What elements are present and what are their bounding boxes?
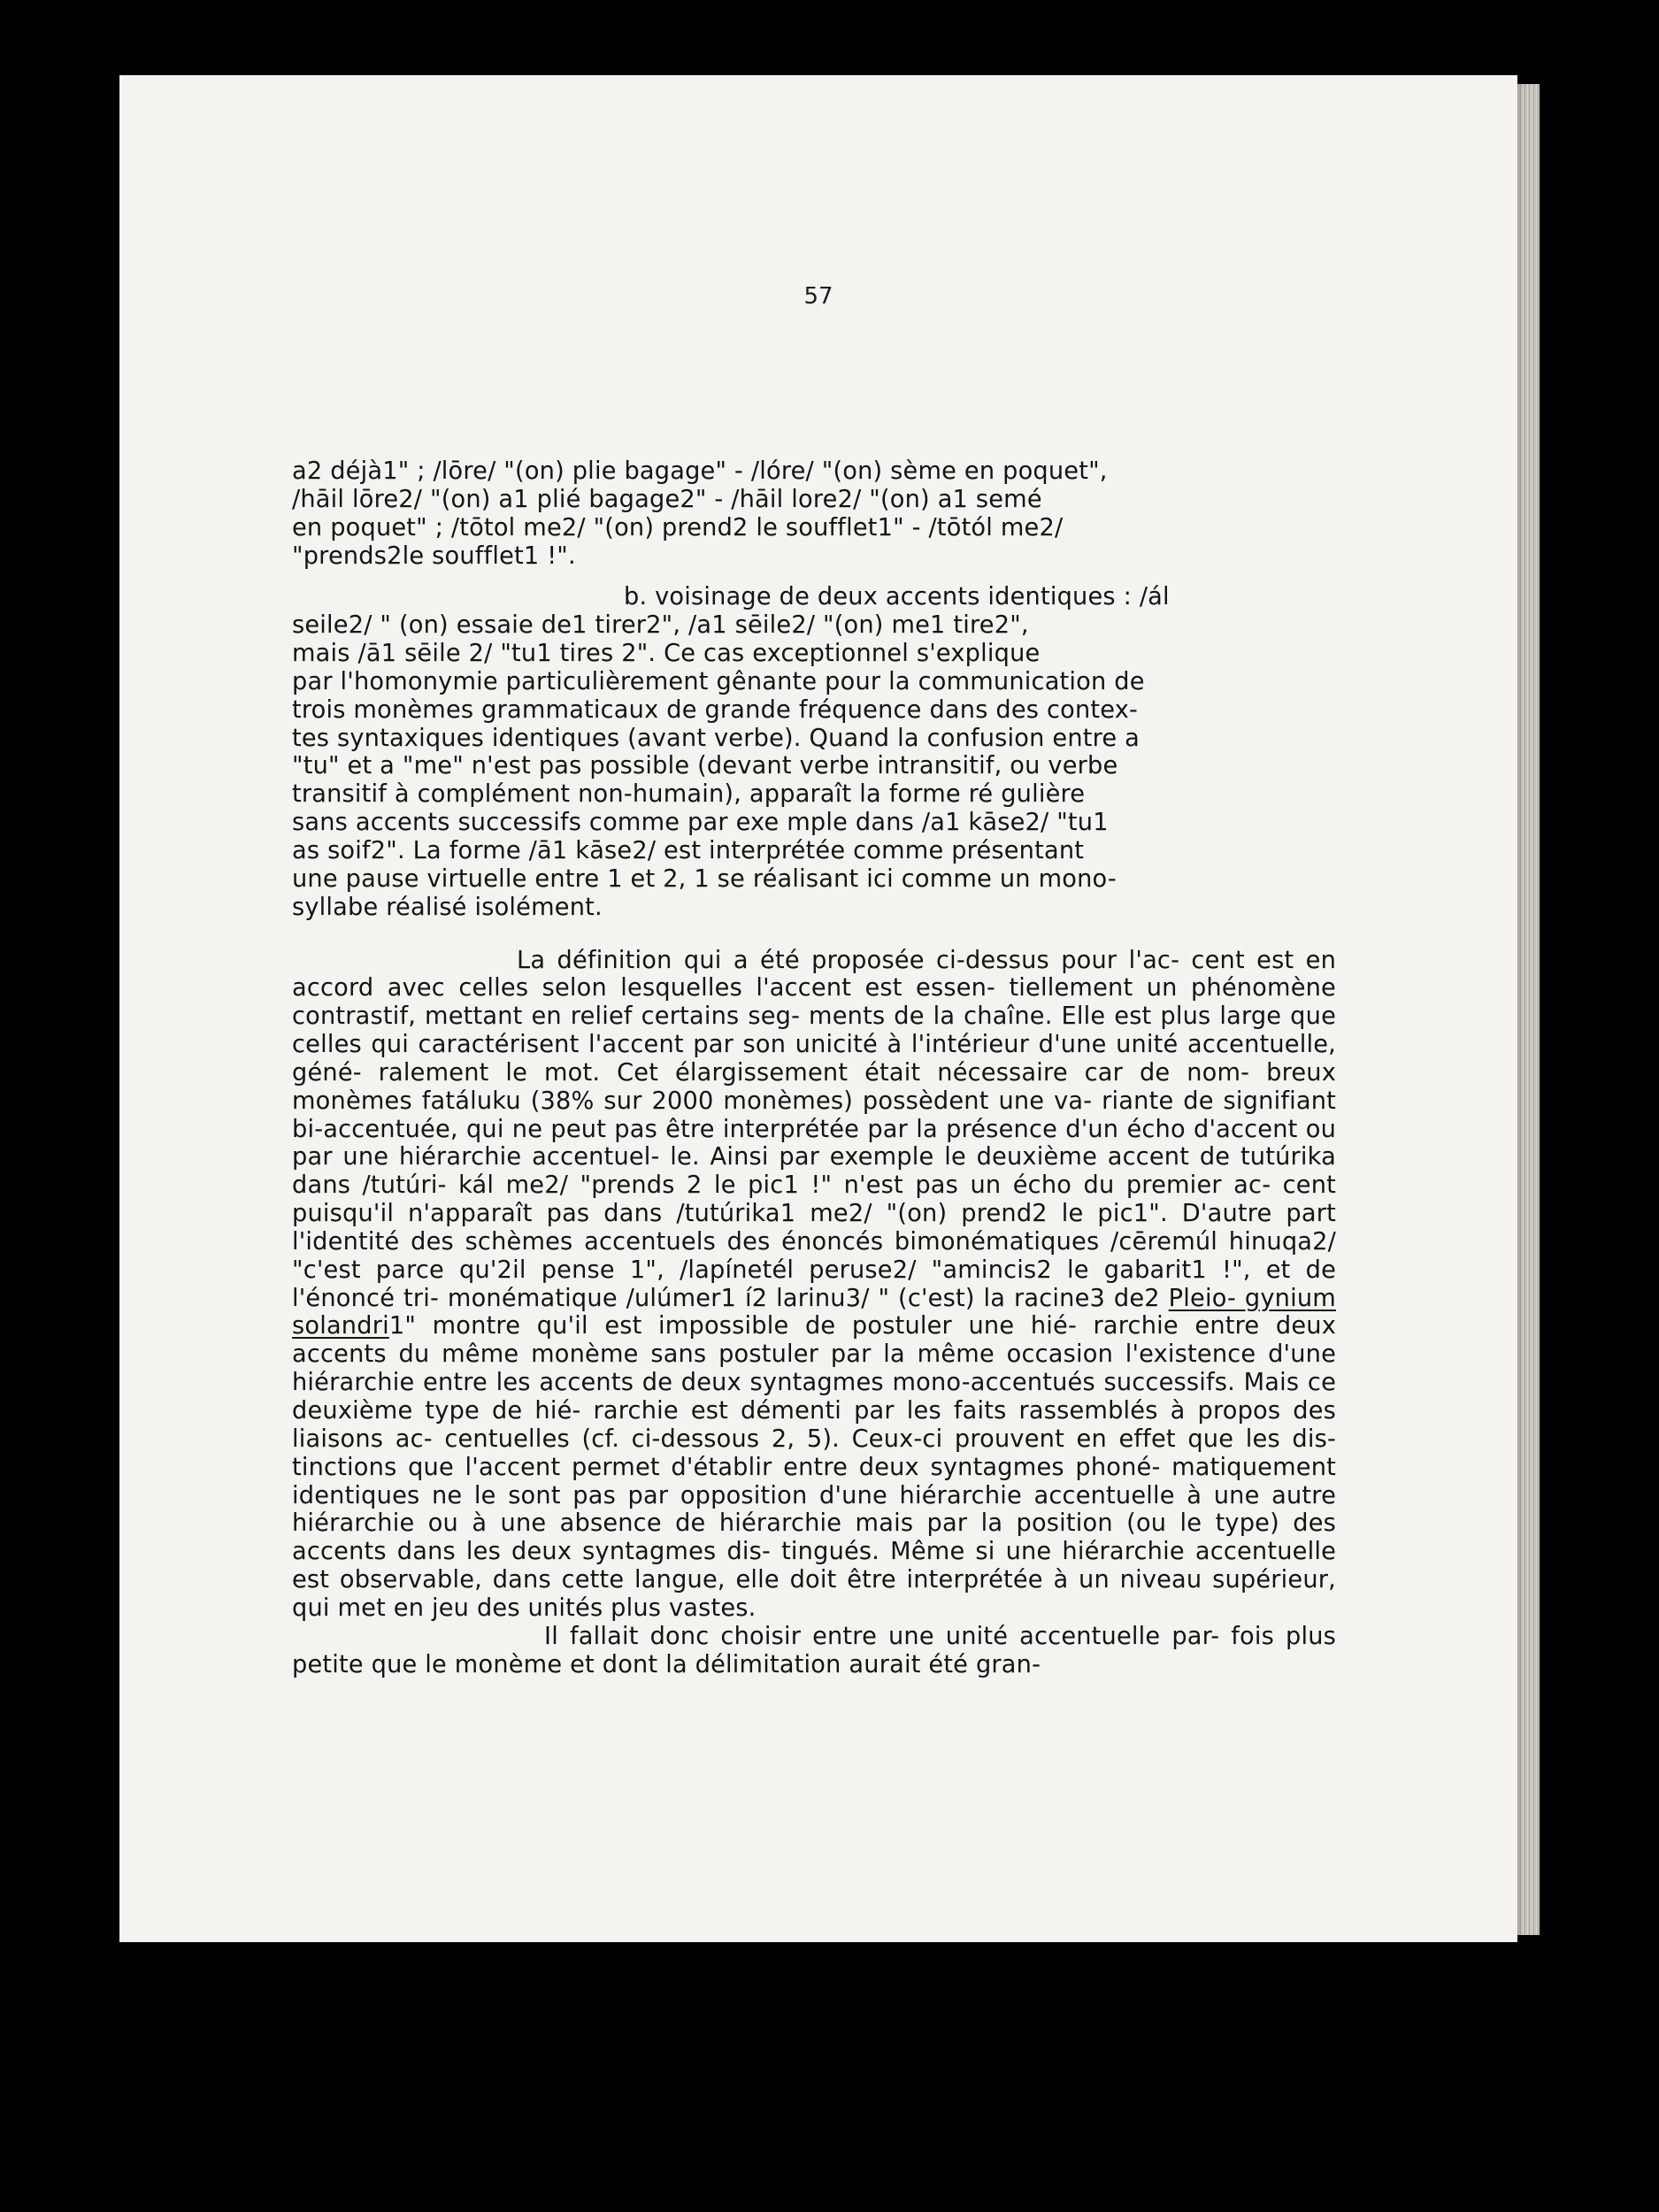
text-line: par l'homonymie particulièrement gênante pour la communication de: [292, 667, 1145, 695]
paragraph-text: 1" montre qu'il est impossible de postuler une hié- rarchie entre deux accents du même monème sans postuler par la même occasion l'existence d'une hiérarchie entre les accents de deux syntagmes mono-accentués successifs. Mais ce deuxième type de hié- rarchie est démenti par les faits rassemblés à propos des liaisons ac- centuelles (cf. ci-dessous 2, 5). Ceux-ci prouvent en effet que les dis- tinctions que l'accent permet d'établir entre deux syntagmes phoné- matiquement identiques ne le sont pas par opposition d'une hiérarchie accentuelle à une autre hiérarchie ou à une absence de hiérarchie mais par la position (ou le type) des accents dans les deux syntagmes dis- tingués. Même si une hiérarchie accentuelle est observable, dans cette langue, elle doit être interprétée à un niveau supérieur, qui met en jeu des unités plus vastes.: [292, 1312, 1336, 1622]
text-line: /hāil lōre2/ "(on) a1 plié bagage2" - /hāil lore2/ "(on) a1 semé: [292, 485, 1042, 513]
text-line: sans accents successifs comme par exe mple dans /a1 kāse2/ "tu1: [292, 809, 1109, 837]
text-line: trois monèmes grammaticaux de grande fréquence dans des contex-: [292, 695, 1139, 724]
text-line: une pause virtuelle entre 1 et 2, 1 se réalisant ici comme un mono-: [292, 864, 1117, 893]
text-line: a2 déjà1" ; /lōre/ "(on) plie bagage" - /lóre/ "(on) sème en poquet",: [292, 457, 1108, 485]
text-line: syllabe réalisé isolément.: [292, 893, 603, 921]
text-line: "prends2le soufflet1 !".: [292, 541, 576, 570]
species-name: Pleio- gynium solandri: [292, 1284, 1336, 1340]
text-line: mais /ā1 sēile 2/ "tu1 tires 2". Ce cas exceptionnel s'explique: [292, 640, 1041, 668]
text-line: as soif2". La forme /ā1 kāse2/ est interprétée comme présentant: [292, 836, 1085, 864]
paragraph-accent-definition: [292, 947, 1336, 1623]
paragraph-text: La définition qui a été proposée ci-dessus pour l'ac- cent est en accord avec celles selon lesquelles l'accent est essen- tiellement un phénomène contrastif, mettant en relief certains seg- ments de la chaîne. Elle est plus large que celles qui caractérisent l'accent par son unicité à l'intérieur d'une unité accentuelle, géné- ralement le mot. Cet élargissement était nécessaire car de nom- breux monèmes fatáluku (38% sur 2000 monèmes) possèdent une va- riante de signifiant bi-accentuée, qui ne peut pas être interprétée par la présence d'un écho d'accent ou par une hiérarchie accentuel- le. Ainsi par exemple le deuxième accent de tutúrika dans /tutúri- kál me2/ "prends 2 le pic1 !" n'est pas un écho du premier ac- cent puisqu'il n'apparaît pas dans /tutúrika1 me2/ "(on) prend2 le pic1". D'autre part l'identité des schèmes accentuels des énoncés bimonématiques /cēremúl hinuqa2/ "c'est parce qu'2il pense 1", /lapínetél peruse2/ "amincis2 le gabarit1 !", et de l'énoncé tri- monématique /ulúmer1 í2 larinu3/ " (c'est) la racine3 de2: [292, 946, 1336, 1312]
text-line: transitif à complément non-humain), apparaît la forme ré gulière: [292, 780, 1086, 809]
page-number: 57: [803, 283, 833, 310]
text-line: tes syntaxiques identiques (avant verbe). Quand la confusion entre a: [292, 724, 1141, 752]
paragraph-b-heading: b. voisinage de deux accents identiques : /ál: [624, 583, 1170, 611]
paragraph-choice: Il fallait donc choisir entre une unité accentuelle par- fois plus petite que le monème et dont la délimitation aurait été gran-: [292, 1622, 1336, 1678]
body-text: [292, 457, 1336, 1678]
book-page: [119, 75, 1517, 1942]
text-line: "tu" et a "me" n'est pas possible (devant verbe intransitif, ou verbe: [292, 752, 1118, 780]
text-line: en poquet" ; /tōtol me2/ "(on) prend2 le soufflet1" - /tōtól me2/: [292, 513, 1064, 541]
text-line: seile2/ " (on) essaie de1 tirer2", /a1 sēile2/ "(on) me1 tire2",: [292, 611, 1029, 640]
